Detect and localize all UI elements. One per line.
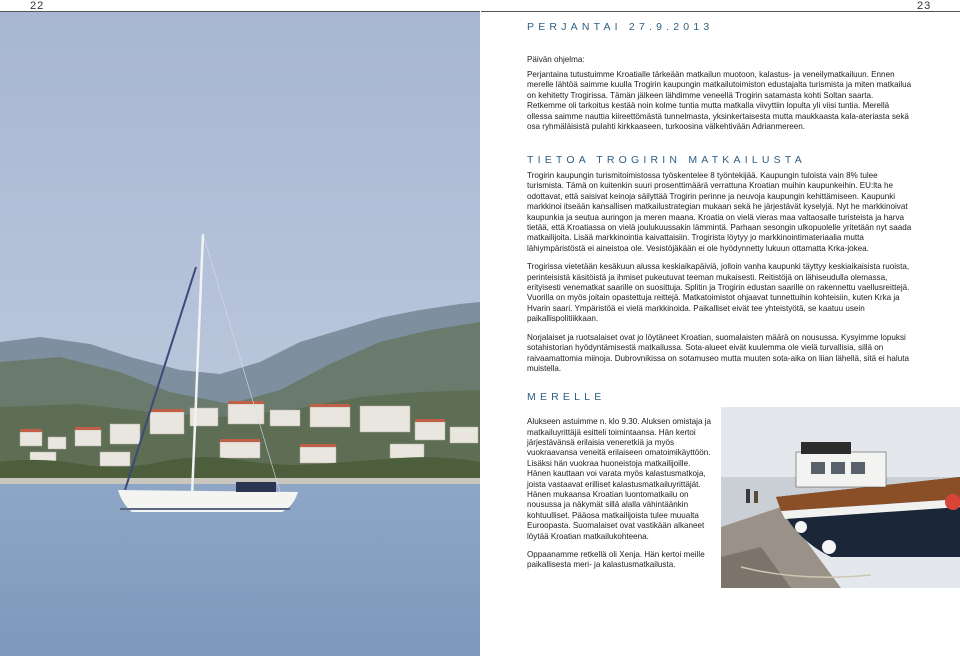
tourism-paragraph: Trogirin kaupungin turismitoimistossa työskentelee 8 työntekijää. Kaupungin tuloista vain 8% tulee turismista. Tämä on kuitenkin suuri prosenttimäärä verrattuna Kroatian muihin kaupunkeihin. EU:lta he odottavat, että saisivat keinoja säilyttää Trogirin perinne ja neuvoja kaupungin kehittämiseen. Kaupunki markkinoi itseään kansallisen matkailustrategian mukaan sekä he järjestävät kyselyjä. Nyt he markkinoivat kaupunkia ja seutua auringon ja meren maana. Kroatia on vielä vieras maa valtaosalle turisteista ja harva tietää, että Kroatiassa on vielä joulukuussakin lämmintä. Parhaan sesongin ulkopuolelle yritetään nyt saada matkailijoita. Lisää markkinointia kaivattaisiin. Trogirista löytyy jo markkinointimateriaalia mutta lähiympäristöstä ei aineistoa ole. Vesistöjäkään ei ole hyödynnetty lukuun ottamatta Krka-jokea. bbox=[527, 171, 912, 253]
tourism-heading: TIETOA TROGIRIN MATKAILUSTA bbox=[527, 154, 806, 166]
page-number-left: 22 bbox=[30, 0, 45, 12]
top-rule-right bbox=[481, 11, 960, 12]
sea-heading: MERELLE bbox=[527, 391, 606, 403]
sailboat-photo bbox=[0, 12, 480, 656]
page-number-right: 23 bbox=[917, 0, 932, 12]
tourism-paragraph: Trogirissa vietetään kesäkuun alussa keskiaikapäiviä, jolloin vanha kaupunki täyttyy keskiaikaisista ruoista, perinteisistä käsitöistä ja ihmiset pukeutuvat teeman mukaisesti. Reitistöjä on lähiseudulla olemassa, erityisesti venematkat saarille on suosittuja. Splitin ja Trogirin edustan saarille on rakennettu vaellusreittejä. Vuorilla on myös joitain opastettuja reittejä. Matkatoimistot ohjaavat tunnettuihin kohteisiin, kuten Krka ja Hvarin saari. Ympäristöä ei vielä markkinoida. Paikalliset eivät tee yhteistyötä, se kaatuu usein paikallispolitiikkaan. bbox=[527, 262, 910, 324]
date-heading: PERJANTAI 27.9.2013 bbox=[527, 21, 714, 33]
intro-paragraph bbox=[527, 70, 912, 132]
tourism-section bbox=[527, 171, 912, 374]
sea-paragraph: Oppaanamme retkellä oli Xenja. Hän kertoi meille paikallisesta meri- ja kalastusmatkailusta. bbox=[527, 550, 705, 570]
tourism-paragraph: Norjalaiset ja ruotsalaiset ovat jo löytäneet Kroatian, suomalaisten määrä on nousussa. Kysyimme lopuksi sotahistorian hyödyntämisestä matkailussa. Sota-alueet eivät kuulemma ole vielä turvallisia, sillä on raivaamattomia miinoja. Dubrovnikissa on sotamuseo mutta muuten sota-aika on liian lähellä, sitä ei haluta muistella. bbox=[527, 332, 909, 373]
boat-photo bbox=[721, 407, 960, 588]
program-label: Päivän ohjelma: bbox=[527, 55, 585, 64]
intro-text: Perjantaina tutustuimme Kroatialle tärkeään matkailun muotoon, kalastus- ja veneilymatkailuun. Ennen merelle lähtöä saimme kuulla Trogirin kaupungin matkailutoimiston edustajalta turismista ja miten matkailua on kehitetty Trogirissa. Tämän jälkeen lähdimme veneellä Trogirin satamasta kohti Soltan saarta. Retkemme oli tarkoitus kestää noin kolme tuntia mutta matkalla viivyttiin lopulta yli viisi tuntia. Merellä ollessa saimme nauttia kiireettömästä tunnelmasta, yksinkertaisesta mutta maukkaasta kala-ateriasta sekä osa ryhmäläisistä pulahti kirkkaaseen, turkoosina välkehtivään Adrianmereen. bbox=[527, 70, 912, 132]
sea-section bbox=[527, 409, 715, 579]
sea-paragraph: Alukseen astuimme n. klo 9.30. Aluksen omistaja ja matkailuyrittäjä esitteli toimintaansa. Hän kertoi järjestävänsä erilaisia veneretkiä ja myös vuokraavansa veneitä erilaiseen omatoimikäyttöön. Lisäksi hän vuokraa huoneistoja matkailijoille. Hänen kauttaan voi varata myös kalastusmatkoja, joista vastaavat erilliset kalastusmatkailuyrittäjät. Hänen mukaansa Kroatian luontomatkailu on nousussa ja näkymät sillä alalla vähintäänkin kohtuulliset. Pääosa matkailijoista tulee muualta Euroopasta. Suomalaiset ovat vastikään alkaneet löytää Kroatian matkailukohteena. bbox=[527, 417, 712, 541]
